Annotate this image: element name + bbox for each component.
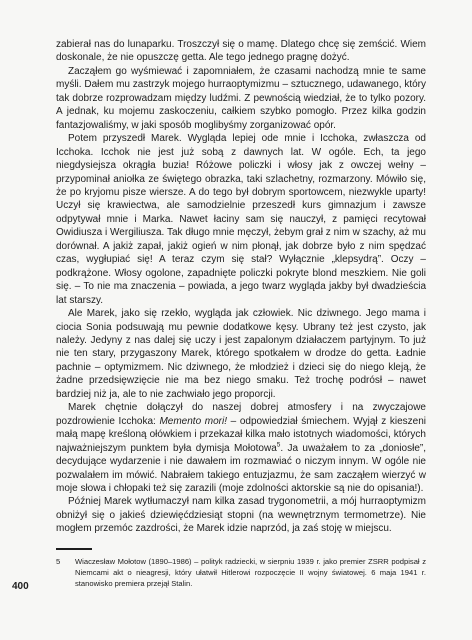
paragraph: Zacząłem go wyśmiewać i zapomniałem, że czasami nachodzą mnie te same myśli. Dałem mu zastrzyk mojego hurraoptymizmu – sztucznego, udawanego, który tak dobrze rozprowadzam między ludźmi. Z pewnością wiedział, że to tylko pozory. A jednak, ku mojemu zaskoczeniu, całkiem szybko pomogło. Przez kilka godzin fantazjowaliśmy, w jaki sposób moglibyśmy zorganizować opór. xyxy=(56,65,426,131)
paragraph: Potem przyszedł Marek. Wygląda lepiej ode mnie i Icchoka, zwłaszcza od Icchoka. Icchok nie jest już sobą z dawnych lat. W ogóle. Ech, ta jego niegdysiejsza okrągła buzia! Różowe policzki i włosy jak z owczej wełny – przypominał aniołka ze świętego obrazka, taki szlachetny, rozmarzony. Mówiło się, że po kryjomu pisze wiersze. A do tego był dobrym sportowcem, niezwykle uparty! Uczył się krawiectwa, ale samodzielnie przeszedł kurs gimnazjum i zawsze odpytywał mnie i Marka. Nawet łaciny sam się nauczył, z pamięci recytował Owidiusza i Wergiliusza. Tak długo mnie męczył, żebym grał z nim w szachy, aż mu dorównał. A jakiż zapał, jakiż ogień w nim płonął, jak dobrze było z nim spędzać czas, wygłupiać się! A teraz czym się stał? Wyłącznie „klepsydrą”. Oczy – podkrążone. Włosy ogolone, zapadnięte policzki pokryte blond meszkiem. Nie goli się. – To nie ma znaczenia – powiada, a jego twarz wygląda jakby był dwadzieścia lat starszy. xyxy=(56,133,426,306)
paragraph-text: Marek chętnie dołączył do naszej dobrej atmosfery i na zwyczajowe pozdrowienie Icchoka: xyxy=(56,402,426,427)
footnote-text: Wiaczesław Mołotow (1890–1986) – polityk radziecki, w sierpniu 1939 r. jako premier ZSRR podpisał z Niemcami akt o nieagresji, który ułatwił Hitlerowi rozpoczęcie II wojny światowej. 6 maja 1941 r. stanowisko premiera przejął Stalin. xyxy=(75,557,426,588)
footnote-divider xyxy=(56,548,92,550)
paragraph: Ale Marek, jako się rzekło, wygląda jak człowiek. Nic dziwnego. Jego mama i ciocia Sonia podsuwają mu pewnie dodatkowe kęsy. Ubrany też jest czysto, jak należy. Jedyny z nas dalej się uczy i jest zapalonym działaczem partyjnym. To już nie ten stary, przygaszony Marek, którego spotkałem w drodze do getta. Ładnie pachnie – optymizmem. Nic dziwnego, że młodzież i dzieci się do niego kleją, że żadne przedsięwzięcie nie ma bez niego smaku. Też trochę podrósł – nawet bardziej niż ja, ale to nie zachwiało jego proporcji. xyxy=(56,308,426,400)
paragraph-text: . Ja uważałem to za „doniosłe”, decydujące wydarzenie i nie dawałem im rozmawiać o niczym innym. W ogóle nie pozwalałem im mówić. Nabrałem takiego entuzjazmu, że sam zacząłem wierzyć w moje słowa i chłopaki też się zarazili (moje zdolności aktorskie są nie do opisania!). xyxy=(56,442,427,494)
paragraph: zabierał nas do lunaparku. Troszczył się o mamę. Dlatego chcę się zemścić. Wiem doskonale, że nie opuszczę getta. Ale tego jednego pragnę dożyć. xyxy=(56,39,426,64)
paragraph xyxy=(56,401,426,495)
body-text xyxy=(56,38,426,536)
italic-phrase: Memento mori! xyxy=(159,415,227,427)
paragraph-text: – odpowiedział śmiechem. Wyjął z kieszeni małą mapę kreśloną ołówkiem i przekazał kilka mało istotnych wiadomości, których najważniejszym punktem była dymisja Mołotowa xyxy=(56,415,427,454)
page-number: 400 xyxy=(12,581,29,592)
footnote-number: 5 xyxy=(56,557,61,566)
footnote xyxy=(56,556,426,589)
footnote-reference[interactable]: 5 xyxy=(276,441,281,449)
paragraph: Później Marek wytłumaczył nam kilka zasad trygonometrii, a mój hurraoptymizm obniżył się o jakieś dziewięćdziesiąt stopni (na wewnętrznym termometrze). Nie mogłem przemóc zazdrości, że Marek idzie naprzód, ja zaś stoję w miejscu. xyxy=(56,496,426,535)
